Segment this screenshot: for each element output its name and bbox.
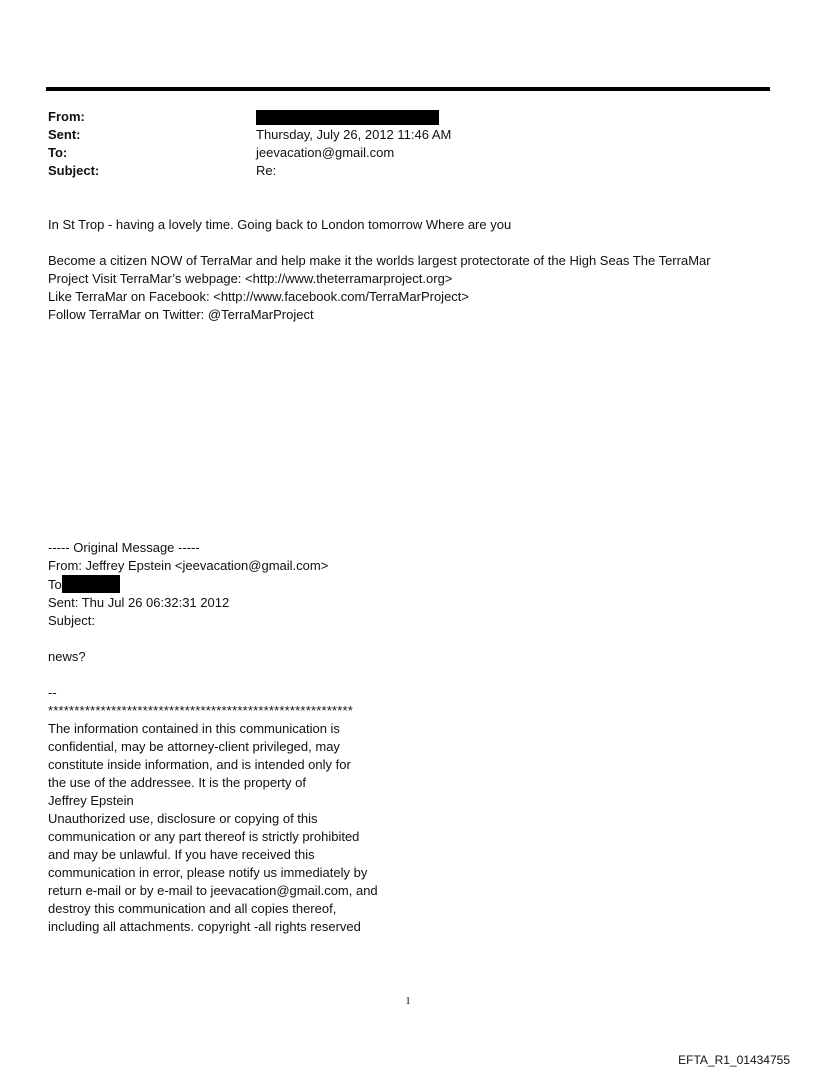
bates-number: EFTA_R1_01434755 (678, 1053, 790, 1067)
disclaimer-line: return e-mail or by e-mail to jeevacation@gmail.com, and (48, 883, 378, 898)
original-message (48, 539, 378, 936)
disclaimer-line: including all attachments. copyright -all rights reserved (48, 919, 361, 934)
disclaimer-line: confidential, may be attorney-client privileged, may (48, 739, 340, 754)
subject-value: Re: (256, 163, 277, 178)
header-rule (46, 87, 770, 91)
subject-label: Subject: (48, 163, 100, 178)
promo-block (48, 252, 711, 324)
promo-line: Project Visit TerraMar’s webpage: <http://www.theterramarproject.org> (48, 271, 453, 286)
disclaimer-block (48, 720, 378, 936)
disclaimer-line: The information contained in this communication is (48, 721, 340, 736)
message-line: In St Trop - having a lovely time. Going back to London tomorrow Where are you (48, 217, 512, 232)
disclaimer-line: Unauthorized use, disclosure or copying of this (48, 811, 318, 826)
disclaimer-line: the use of the addressee. It is the property of (48, 775, 306, 790)
disclaimer-line: and may be unlawful. If you have received this (48, 847, 315, 862)
original-to (48, 575, 378, 594)
original-divider: ----- Original Message ----- (48, 540, 200, 555)
to-redaction (62, 575, 120, 593)
sent-value: Thursday, July 26, 2012 11:46 AM (256, 127, 452, 142)
disclaimer-line: communication or any part thereof is strictly prohibited (48, 829, 360, 844)
original-message-text: news? (48, 649, 86, 664)
disclaimer-line: communication in error, please notify us immediately by (48, 865, 368, 880)
disclaimer-line: destroy this communication and all copies thereof, (48, 901, 337, 916)
original-to-label: To (48, 577, 62, 592)
signature-dash: -- (48, 685, 57, 700)
from-label: From: (48, 109, 85, 124)
original-subject: Subject: (48, 613, 95, 628)
to-label: To: (48, 145, 68, 160)
promo-line: Follow TerraMar on Twitter: @TerraMarProject (48, 307, 314, 322)
to-value: jeevacation@gmail.com (256, 145, 395, 160)
promo-line: Like TerraMar on Facebook: <http://www.facebook.com/TerraMarProject> (48, 289, 470, 304)
original-from: From: Jeffrey Epstein <jeevacation@gmail.com> (48, 558, 329, 573)
message-body (48, 216, 511, 234)
disclaimer-line: constitute inside information, and is intended only for (48, 757, 351, 772)
page-number: 1 (405, 995, 411, 1007)
disclaimer-line: Jeffrey Epstein (48, 793, 134, 808)
sent-label: Sent: (48, 127, 81, 142)
original-sent: Sent: Thu Jul 26 06:32:31 2012 (48, 595, 230, 610)
signature-stars: ********************************************************** (48, 703, 354, 718)
promo-line: Become a citizen NOW of TerraMar and help make it the worlds largest protectorate of the High Seas The TerraMar (48, 253, 711, 268)
